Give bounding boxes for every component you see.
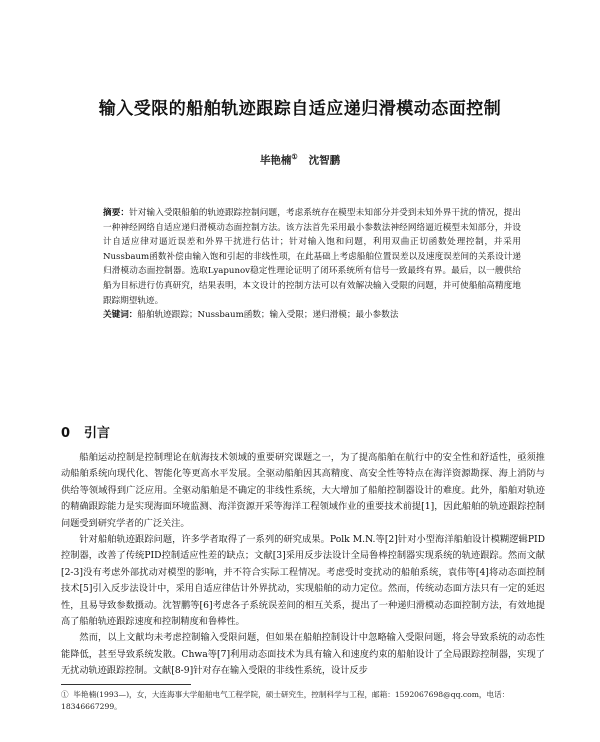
abstract-paragraph [103, 206, 521, 308]
footnote-text: 毕艳楠(1993—)，女，大连海事大学船舶电气工程学院，硕士研究生，控制科学与工程，邮箱：1592067698@qq.com，电话：18346667299。 [61, 690, 510, 711]
author-second: 沈智鹏 [308, 154, 341, 167]
paper-title: 输入受限的船舶轨迹跟踪自适应递归滑模动态面控制 [98, 99, 502, 119]
author-footnote-mark: ① [291, 152, 298, 161]
body-paragraph: 船舶运动控制是控制理论在航海技术领域的重要研究课题之一，为了提高船舶在航行中的安全性和舒适性，亟须推动船舶系统向现代化、智能化等更高水平发展。全驱动船舶因其高精度、高安全性等特点在海洋资源勘探、海上消防与供给等领域得到广泛应用。全驱动船舶是不确定的非线性系统，大大增加了船舶控制器设计的难度。此外，船舶对轨迹的精确跟踪能力是实现海面环境监测、海洋资源开采等海洋工程领域作业的重要技术前提[1]，因此船舶的轨迹跟踪控制问题受到研究学者的广泛关注。 [61, 452, 545, 529]
body-paragraph: 针对船舶轨迹跟踪问题，许多学者取得了一系列的研究成果。Polk M.N.等[2]针对小型海洋船舶设计模糊逻辑PID控制器，改善了传统PID控制适应性差的缺点；文献[3]采用反步法设计全局鲁棒控制器实现系统的轨迹跟踪。然而文献[2-3]没有考虑外部扰动对模型的影响，并不符合实际工程情况。考虑受时变扰动的船舶系统，袁伟等[4]将动态面控制技术[5]引入反步法设计中，采用自适应律估计外界扰动，实现船舶的动力定位。然而，传统动态面方法只有一定的延迟性，且易导致参数摄动。沈智鹏等[6]考虑各子系统误差间的相互关系，提出了一种递归滑模动态面控制方法，有效地提高了船舶轨迹跟踪速度和控制精度和鲁棒性。 [61, 534, 545, 628]
abstract-text: 针对输入受限船舶的轨迹跟踪控制问题，考虑系统存在模型未知部分并受到未知外界干扰的情况，提出一种神经网络自适应递归滑模动态面控制方法。该方法首先采用最小参数法神经网络逼近模型未知部分，并设计自适应律对逼近误差和外界干扰进行估计；针对输入饱和问题，利用双曲正切函数处理控制，并采用Nussbaum函数补偿由输入饱和引起的非线性项，在此基础上考虑船舶位置误差以及速度误差间的关系设计递归滑模动态面控制器。选取Lyapunov稳定性理论证明了闭环系统所有信号一致最终有界。最后，以一艘供给船为目标进行仿真研究，结果表明，本文设计的控制方法可以有效解决输入受限的问题，并可使船舶高精度地跟踪期望轨迹。 [103, 208, 521, 306]
author-first: 毕艳楠 [259, 154, 292, 167]
section-heading [61, 422, 110, 441]
section-title: 引言 [84, 426, 111, 441]
footnote-mark: ① [61, 690, 69, 699]
body-paragraph: 然而，以上文献均未考虑控制输入受限问题，但如果在船舶控制设计中忽略输入受限问题，将会导致系统的动态性能降低，甚至导致系统发散。Chwa等[7]利用动态面技术为具有输入和速度约束的船舶设计了全局跟踪控制器，实现了无扰动轨迹跟踪控制。文献[8-9]针对存在输入受限的非线性系统，设计反步 [61, 632, 545, 677]
abstract-label: 摘要： [103, 208, 130, 218]
section-number: 0 [61, 426, 71, 441]
author-line [40, 152, 560, 168]
abstract-block [103, 206, 521, 323]
keywords-line [103, 308, 521, 323]
body-text [61, 450, 545, 680]
footnote [61, 689, 545, 713]
footnote-divider [61, 684, 191, 685]
keywords-label: 关键词： [103, 310, 138, 321]
keywords-text: 船舶轨迹跟踪；Nussbaum函数；输入受限；递归滑模；最小参数法 [137, 310, 399, 321]
